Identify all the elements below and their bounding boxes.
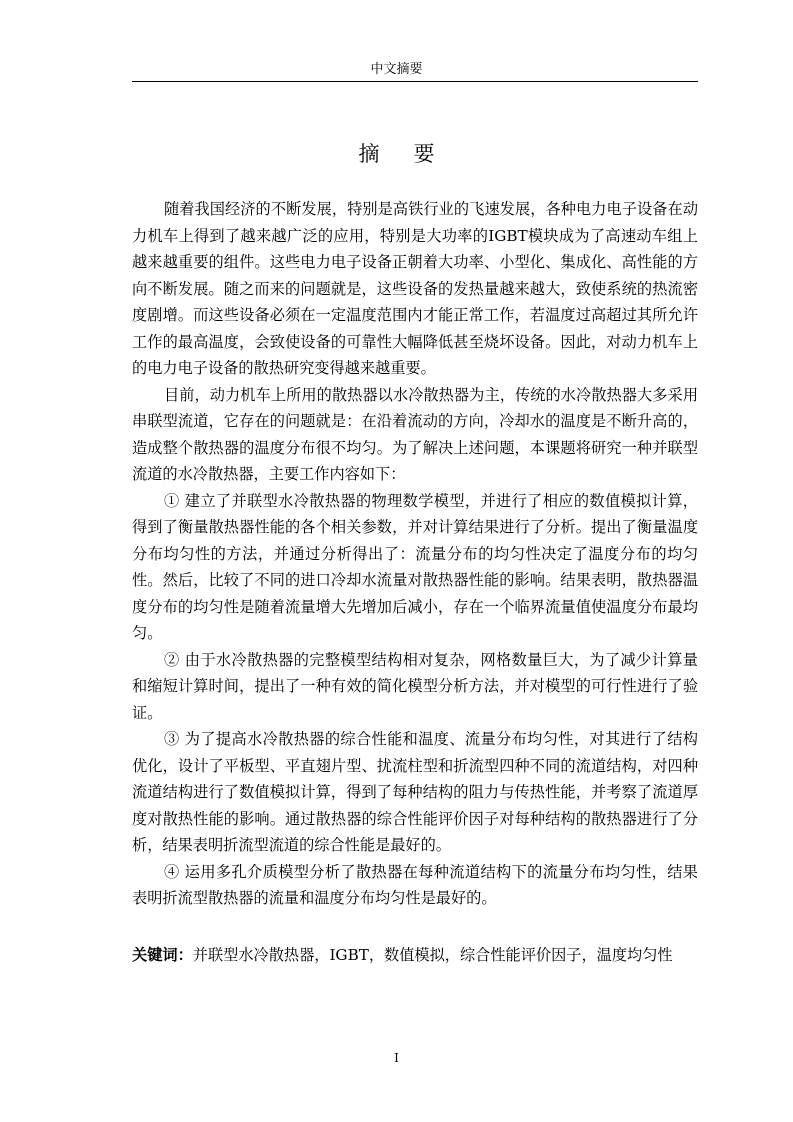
abstract-title: 摘要 — [358, 142, 469, 166]
abstract-body — [132, 196, 698, 912]
paragraph-current-status: 目前，动力机车上所用的散热器以水冷散热器为主，传统的水冷散热器大多采用串联型流道，它存在的问题就是：在沿着流动的方向，冷却水的温度是不断升高的，造成整个散热器的温度分布很不均匀。为了解决上述问题，本课题将研究一种并联型流道的水冷散热器，主要工作内容如下： — [132, 385, 698, 483]
keywords-label: 关键词： — [132, 946, 193, 964]
running-header: 中文摘要 — [370, 62, 423, 77]
page-number: I — [394, 1051, 399, 1065]
paragraph-item-1: ① 建立了并联型水冷散热器的物理数学模型，并进行了相应的数值模拟计算，得到了衡量散热器性能的各个相关参数，并对计算结果进行了分析。提出了衡量温度分布均匀性的方法，并通过分析得出了：流量分布的均匀性决定了温度分布的均匀性。然后，比较了不同的进口冷却水流量对散热器性能的影响。结果表明，散热器温度分布的均匀性是随着流量增大先增加后减小，存在一个临界流量值使温度分布最均匀。 — [132, 491, 698, 642]
paragraph-item-4: ④ 运用多孔介质模型分析了散热器在每种流道结构下的流量分布均匀性，结果表明折流型散热器的流量和温度分布均匀性是最好的。 — [132, 862, 698, 907]
paragraph-intro: 随着我国经济的不断发展，特别是高铁行业的飞速发展，各种电力电子设备在动力机车上得到了越来越广泛的应用，特别是大功率的IGBT模块成为了高速动车组上越来越重要的组件。这些电力电子设备正朝着大功率、小型化、集成化、高性能的方向不断发展。随之而来的问题就是，这些设备的发热量越来越大，致使系统的热流密度剧增。而这些设备必须在一定温度范围内才能正常工作，若温度过高超过其所允许工作的最高温度，会致使设备的可靠性大幅降低甚至烧坏设备。因此，对动力机车上的电力电子设备的散热研究变得越来越重要。 — [132, 200, 698, 377]
keywords-line — [132, 942, 698, 969]
keywords-text: 并联型水冷散热器，IGBT，数值模拟，综合性能评价因子，温度均匀性 — [192, 946, 673, 964]
paragraph-item-3: ③ 为了提高水冷散热器的综合性能和温度、流量分布均匀性，对其进行了结构优化，设计了平板型、平直翅片型、扰流柱型和折流型四种不同的流道结构，对四种流道结构进行了数值模拟计算，得到了每种结构的阻力与传热性能，并考察了流道厚度对散热性能的影响。通过散热器的综合性能评价因子对每种结构的散热器进行了分析，结果表明折流型流道的综合性能是最好的。 — [132, 730, 698, 854]
header-divider — [132, 81, 698, 82]
paragraph-item-2: ② 由于水冷散热器的完整模型结构相对复杂，网格数量巨大，为了减少计算量和缩短计算时间，提出了一种有效的简化模型分析方法，并对模型的可行性进行了验证。 — [132, 650, 698, 722]
